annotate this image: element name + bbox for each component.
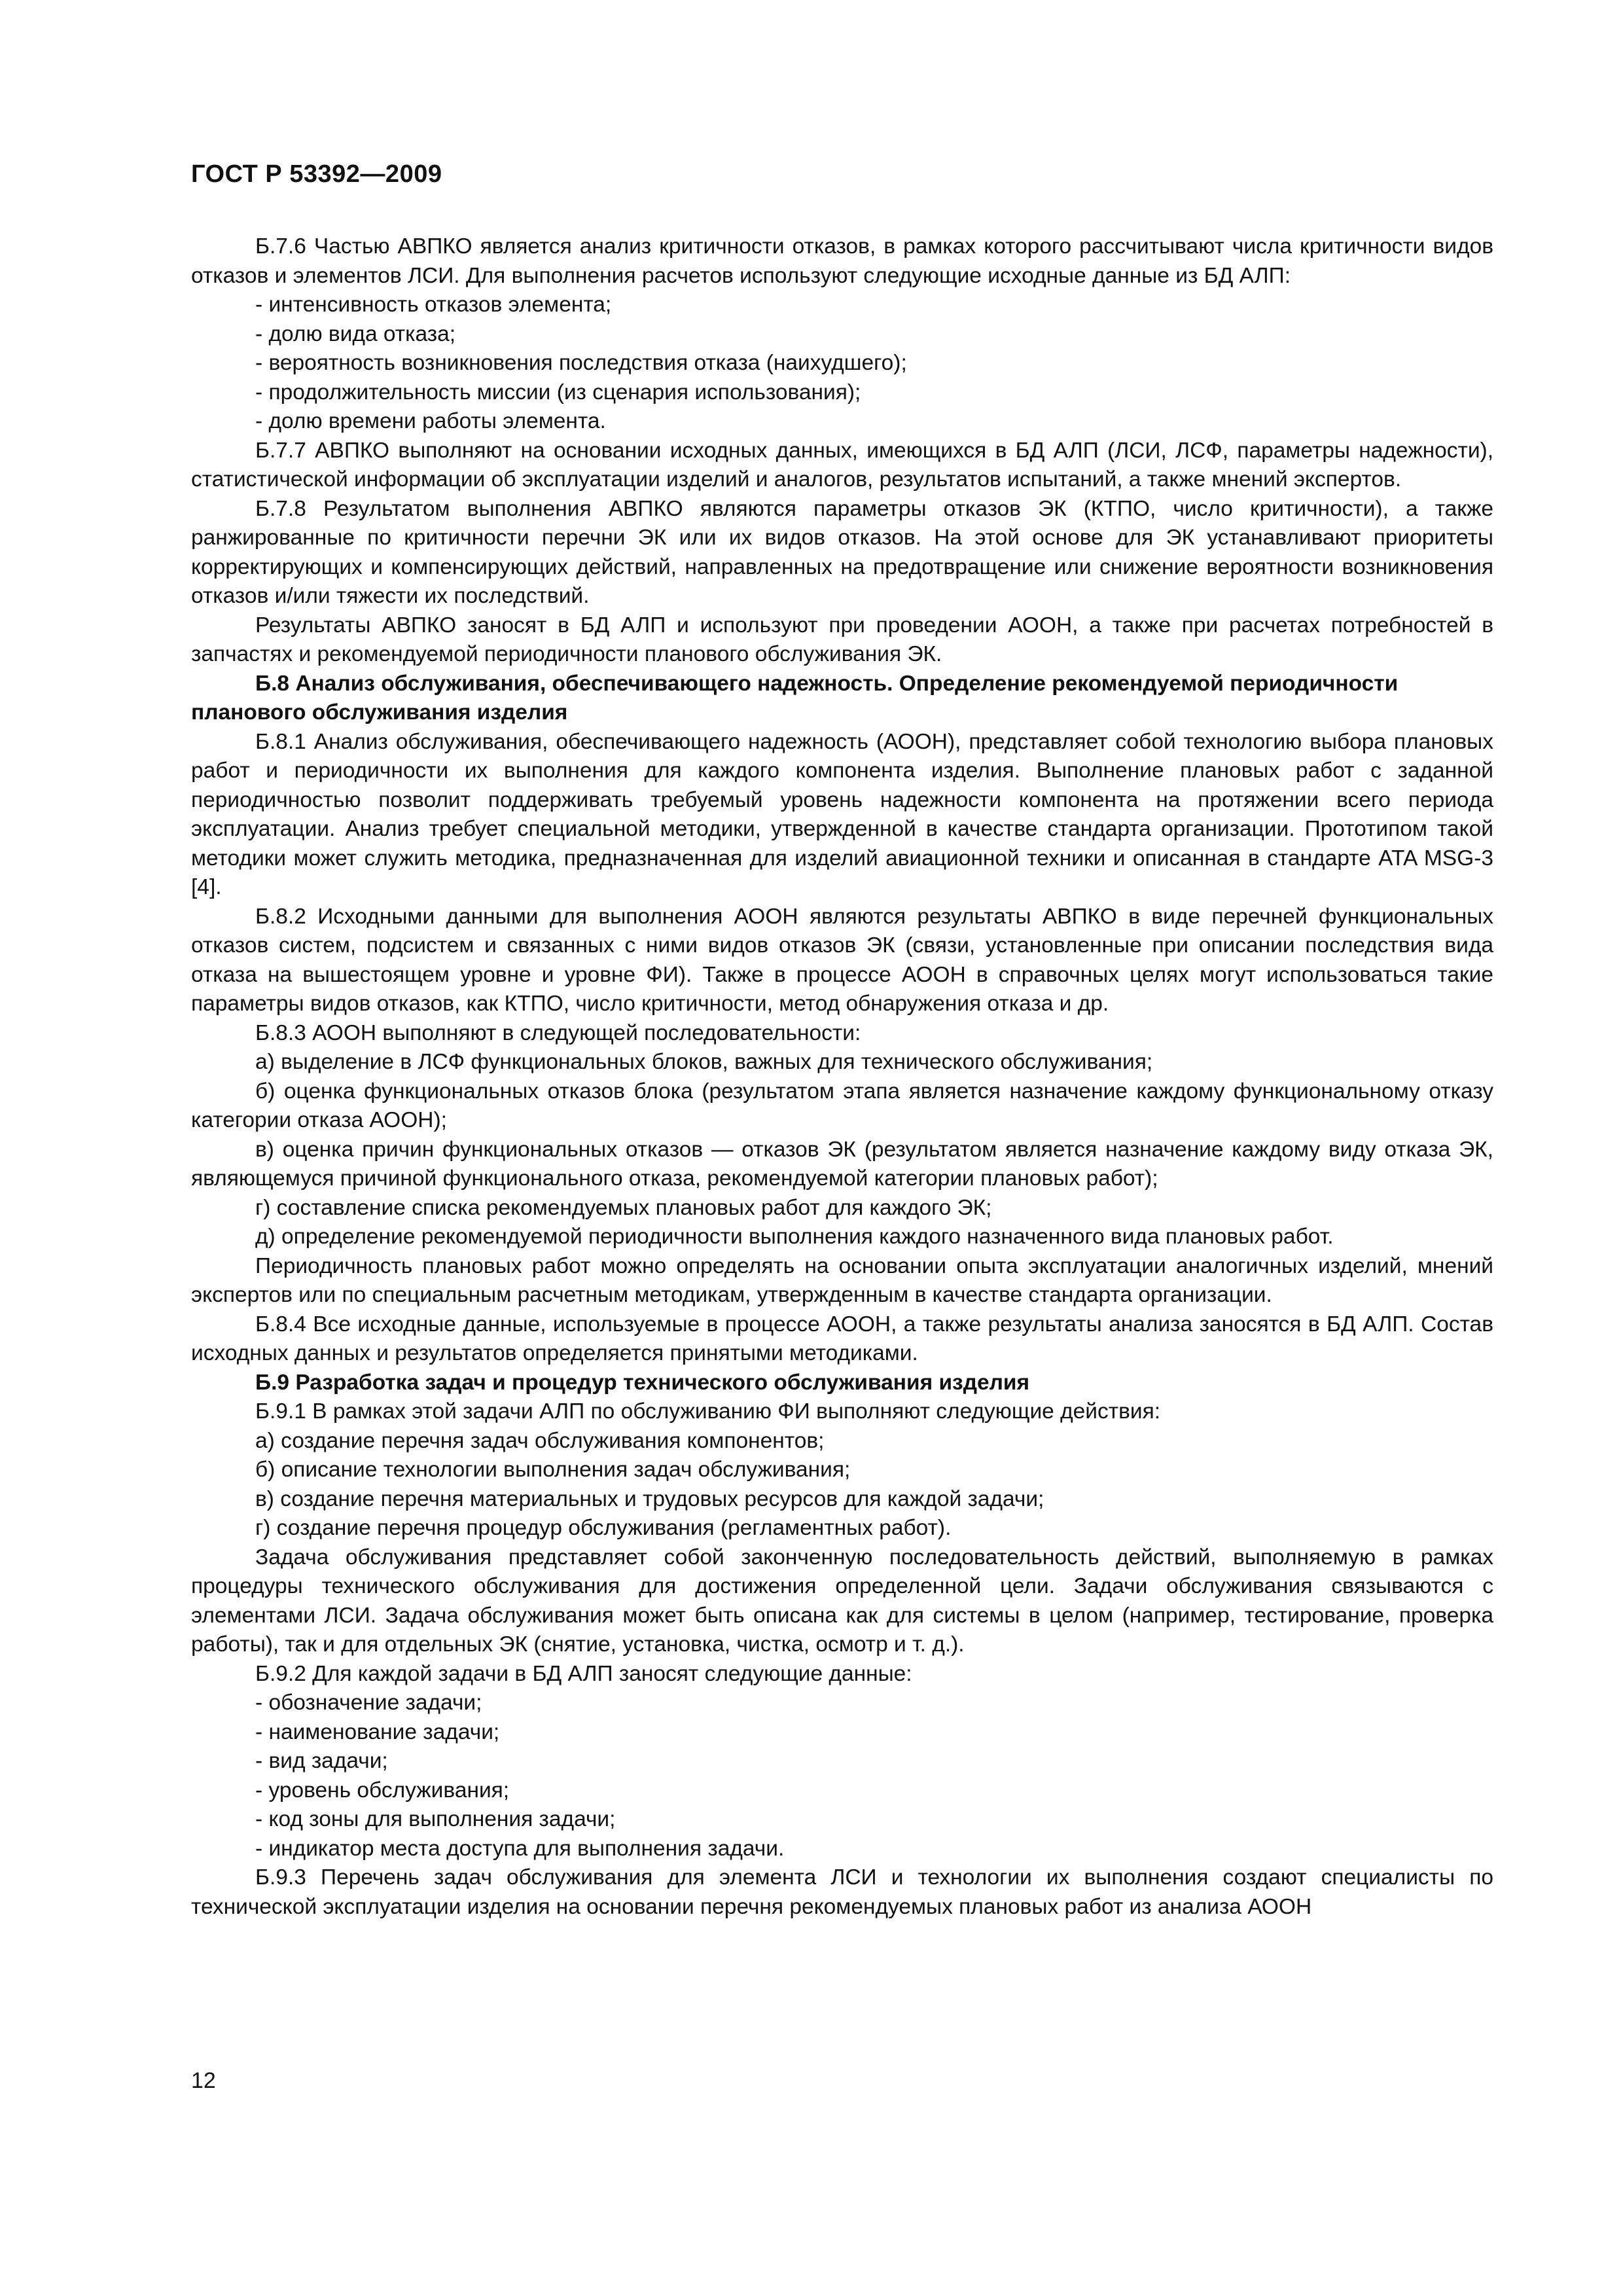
list-item: - долю вида отказа; (255, 321, 456, 346)
clause-b9-1: Б.9.1 В рамках этой задачи АЛП по обслуживанию ФИ выполняют следующие действия: (255, 1399, 1161, 1424)
list-item: - код зоны для выполнения задачи; (255, 1807, 616, 1831)
clause-b8-1: Б.8.1 Анализ обслуживания, обеспечивающего надежность (АООН), представляет собой технологию выбора плановых работ и периодичности их выполнения для каждого компонента изделия. Выполнение плановых работ с заданной периодичностью позволит поддерживать требуемый уровень надежности компонента на протяжении всего периода эксплуатации. Анализ требует специальной методики, утвержденной в качестве стандарта организации. Прототипом такой методики может служить методика, предназначенная для изделий авиационной техники и описанная в стандарте ATA MSG-3 [4]. (191, 729, 1493, 899)
list-item: д) определение рекомендуемой периодичности выполнения каждого назначенного вида плановых работ. (255, 1225, 1334, 1249)
clause-b7-6: Б.7.6 Частью АВПКО является анализ критичности отказов, в рамках которого рассчитывают числа критичности видов отказов и элементов ЛСИ. Для выполнения расчетов используют следующие исходные данные из БД АЛП: (191, 234, 1493, 288)
clause-b9-2: Б.9.2 Для каждой задачи в БД АЛП заносят следующие данные: (255, 1661, 912, 1686)
list-item: б) оценка функциональных отказов блока (результатом этапа является назначение каждому функциональному отказу категории отказа АООН); (191, 1079, 1493, 1132)
list-item: - долю времени работы элемента. (255, 409, 606, 433)
page-number: 12 (191, 2068, 216, 2093)
list-item: - наименование задачи; (255, 1719, 500, 1744)
list-item: - обозначение задачи; (255, 1691, 482, 1715)
list-item: а) создание перечня задач обслуживания компонентов; (255, 1428, 825, 1453)
list-item: в) оценка причин функциональных отказов — отказов ЭК (результатом является назначение каждому виду отказа ЭК, являющемуся причиной функционального отказа, рекомендуемой категории плановых работ); (191, 1137, 1493, 1191)
section-heading-b9: Б.9 Разработка задач и процедур технического обслуживания изделия (255, 1370, 1030, 1395)
clause-b7-7: Б.7.7 АВПКО выполняют на основании исходных данных, имеющихся в БД АЛП (ЛСИ, ЛСФ, параметры надежности), статистической информации об эксплуатации изделий и аналогов, результатов испытаний, а также мнений экспертов. (191, 438, 1493, 492)
section-heading-b8: Б.8 Анализ обслуживания, обеспечивающего надежность. Определение рекомендуемой периодичности планового обслуживания изделия (191, 671, 1399, 725)
list-item: - интенсивность отказов элемента; (255, 293, 612, 317)
list-item: - продолжительность миссии (из сценария использования); (255, 380, 861, 404)
list-item: - вероятность возникновения последствия отказа (наихудшего); (255, 351, 907, 375)
clause-b8-3-periodicity: Периодичность плановых работ можно определять на основании опыта эксплуатации аналогичных изделий, мнений экспертов или по специальным расчетным методикам, утвержденным в качестве стандарта организации. (191, 1253, 1493, 1307)
list-item: - уровень обслуживания; (255, 1778, 510, 1803)
clause-b8-3: Б.8.3 АООН выполняют в следующей последовательности: (255, 1020, 861, 1045)
clause-b8-4: Б.8.4 Все исходные данные, используемые в процессе АООН, а также результаты анализа заносятся в БД АЛП. Состав исходных данных и результатов определяется принятыми методиками. (191, 1312, 1493, 1365)
clause-b8-2: Б.8.2 Исходными данными для выполнения АООН являются результаты АВПКО в виде перечней функциональных отказов систем, подсистем и связанных с ними видов отказов ЭК (связи, установленные при описании последствия вида отказа на вышестоящем уровне и уровне ФИ). Также в процессе АООН в справочных целях могут использоваться такие параметры видов отказов, как КТПО, число критичности, метод обнаружения отказа и др. (191, 904, 1493, 1016)
document-body (191, 232, 1493, 1922)
list-item: - индикатор места доступа для выполнения задачи. (255, 1836, 785, 1861)
clause-b9-3: Б.9.3 Перечень задач обслуживания для элемента ЛСИ и технологии их выполнения создают специалисты по технической эксплуатации изделия на основании перечня рекомендуемых плановых работ из анализа АООН (191, 1865, 1493, 1919)
list-item: в) создание перечня материальных и трудовых ресурсов для каждой задачи; (255, 1486, 1044, 1511)
clause-b9-1-task: Задача обслуживания представляет собой законченную последовательность действий, выполняемую в рамках процедуры технического обслуживания для достижения определенной цели. Задачи обслуживания связываются с элементами ЛСИ. Задача обслуживания может быть описана как для системы в целом (например, тестирование, проверка работы), так и для отдельных ЭК (снятие, установка, чистка, осмотр и т. д.). (191, 1545, 1493, 1657)
list-item: г) составление списка рекомендуемых плановых работ для каждого ЭК; (255, 1195, 992, 1220)
list-item: б) описание технологии выполнения задач обслуживания; (255, 1458, 851, 1482)
clause-b7-8: Б.7.8 Результатом выполнения АВПКО являются параметры отказов ЭК (КТПО, число критичности), а также ранжированные по критичности перечни ЭК или их видов отказов. На этой основе для ЭК устанавливают приоритеты корректирующих и компенсирующих действий, направленных на предотвращение или снижение вероятности возникновения отказов и/или тяжести их последствий. (191, 496, 1493, 608)
list-item: а) выделение в ЛСФ функциональных блоков, важных для технического обслуживания; (255, 1050, 1153, 1074)
clause-b7-8-results: Результаты АВПКО заносят в БД АЛП и используют при проведении АООН, а также при расчетах потребностей в запчастях и рекомендуемой периодичности планового обслуживания ЭК. (191, 613, 1493, 666)
list-item: - вид задачи; (255, 1749, 388, 1773)
document-header: ГОСТ Р 53392—2009 (191, 160, 442, 188)
list-item: г) создание перечня процедур обслуживания (регламентных работ). (255, 1516, 952, 1540)
